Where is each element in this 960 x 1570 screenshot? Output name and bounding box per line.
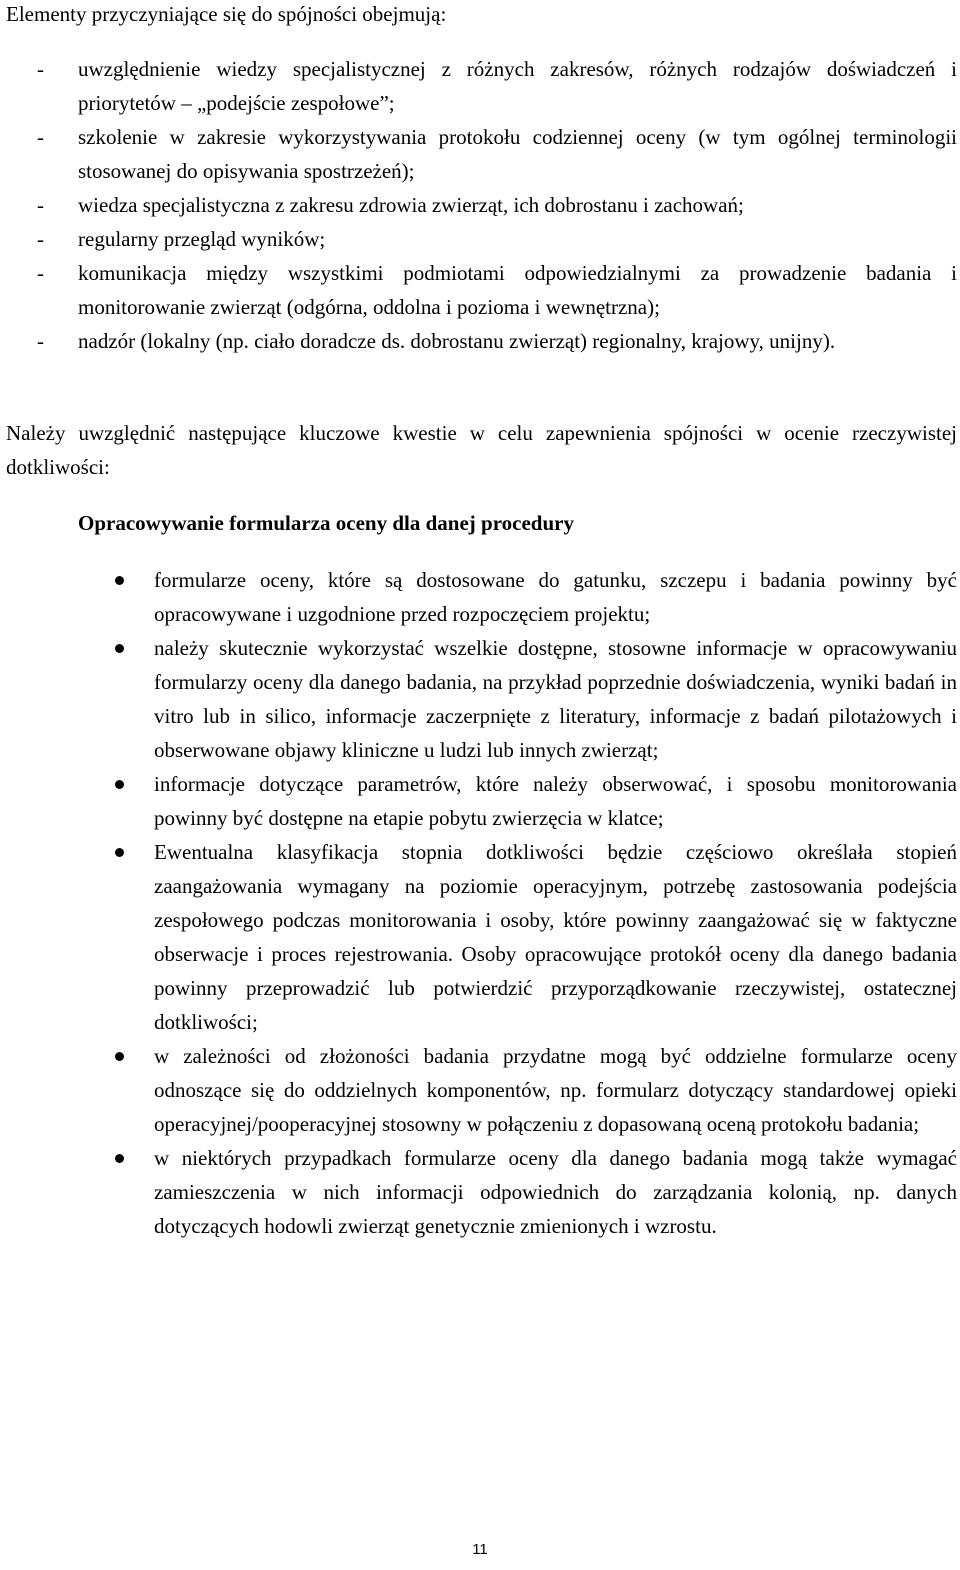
dash-marker: -: [37, 57, 44, 81]
list-item-text: nadzór (lokalny (np. ciało doradcze ds. dobrostanu zwierząt) regionalny, krajowy, unijny).: [78, 329, 836, 353]
bullet-icon: [115, 1154, 124, 1163]
list-item: [0, 52, 957, 120]
list-item-text: należy skutecznie wykorzystać wszelkie dostępne, stosowne informacje w opracowywaniu formularzy oceny dla danego badania, na przykład poprzednie doświadczenia, wyniki badań in vitro lub in silico, informacje zaczerpnięte z literatury, informacje z badań pilotażowych i obserwowane objawy kliniczne u ludzi lub innych zwierząt;: [154, 636, 957, 762]
intro-text: Elementy przyczyniające się do spójności obejmują:: [6, 2, 447, 26]
key-issues-paragraph: Należy uwzględnić następujące kluczowe kwestie w celu zapewnienia spójności w ocenie rzeczywistej dotkliwości:: [6, 421, 957, 479]
dash-marker: -: [37, 193, 44, 217]
list-item: [0, 767, 957, 835]
list-item-text: szkolenie w zakresie wykorzystywania protokołu codziennej oceny (w tym ogólnej terminologii stosowanej do opisywania spostrzeżeń);: [78, 125, 957, 183]
bullet-icon: [115, 848, 124, 857]
list-item-text: formularze oceny, które są dostosowane do gatunku, szczepu i badania powinny być opracowywane i uzgodnione przed rozpoczęciem projektu;: [154, 568, 957, 626]
bullet-icon: [115, 644, 124, 653]
dash-marker: -: [37, 261, 44, 285]
elements-list: [0, 52, 957, 358]
list-item-text: komunikacja między wszystkimi podmiotami odpowiedzialnymi za prowadzenie badania i monitorowanie zwierząt (odgórna, oddolna i pozioma i wewnętrzna);: [78, 261, 957, 319]
section-heading: Opracowywanie formularza oceny dla danej procedury: [78, 511, 574, 535]
dash-marker: -: [37, 329, 44, 353]
bullet-icon: [115, 576, 124, 585]
dash-marker: -: [37, 125, 44, 149]
list-item: [0, 188, 957, 222]
list-item: [0, 631, 957, 767]
list-item: [0, 563, 957, 631]
list-item-text: Ewentualna klasyfikacja stopnia dotkliwości będzie częściowo określała stopień zaangażowania wymagany na poziomie operacyjnym, potrzebę zastosowania podejścia zespołowego podczas monitorowania i osoby, które powinny zaangażować się w faktyczne obserwacje i proces rejestrowania. Osoby opracowujące protokół oceny dla danego badania powinny przeprowadzić lub potwierdzić przyporządkowanie rzeczywistej, ostatecznej dotkliwości;: [154, 840, 957, 1034]
bullet-icon: [115, 1052, 124, 1061]
list-item: [0, 120, 957, 188]
list-item: [0, 256, 957, 324]
list-item: [0, 222, 957, 256]
key-issues-list: [0, 563, 957, 1243]
list-item-text: informacje dotyczące parametrów, które należy obserwować, i sposobu monitorowania powinny być dostępne na etapie pobytu zwierzęcia w klatce;: [154, 772, 957, 830]
bullet-icon: [115, 780, 124, 789]
list-item: [0, 324, 957, 358]
dash-marker: -: [37, 227, 44, 251]
list-item-text: w zależności od złożoności badania przydatne mogą być oddzielne formularze oceny odnoszące się do oddzielnych komponentów, np. formularz dotyczący standardowej opieki operacyjnej/pooperacyjnej stosowny w połączeniu z dopasowaną oceną protokołu badania;: [154, 1044, 957, 1136]
list-item: [0, 1141, 957, 1243]
list-item-text: uwzględnienie wiedzy specjalistycznej z różnych zakresów, różnych rodzajów doświadczeń i priorytetów – „podejście zespołowe”;: [78, 57, 957, 115]
list-item-text: w niektórych przypadkach formularze oceny dla danego badania mogą także wymagać zamieszczenia w nich informacji odpowiednich do zarządzania kolonią, np. danych dotyczących hodowli zwierząt genetycznie zmienionych i wzrostu.: [154, 1146, 957, 1238]
page-number: 11: [472, 1541, 488, 1558]
list-item: [0, 835, 957, 1039]
list-item: [0, 1039, 957, 1141]
list-item-text: regularny przegląd wyników;: [78, 227, 326, 251]
list-item-text: wiedza specjalistyczna z zakresu zdrowia zwierząt, ich dobrostanu i zachowań;: [78, 193, 744, 217]
